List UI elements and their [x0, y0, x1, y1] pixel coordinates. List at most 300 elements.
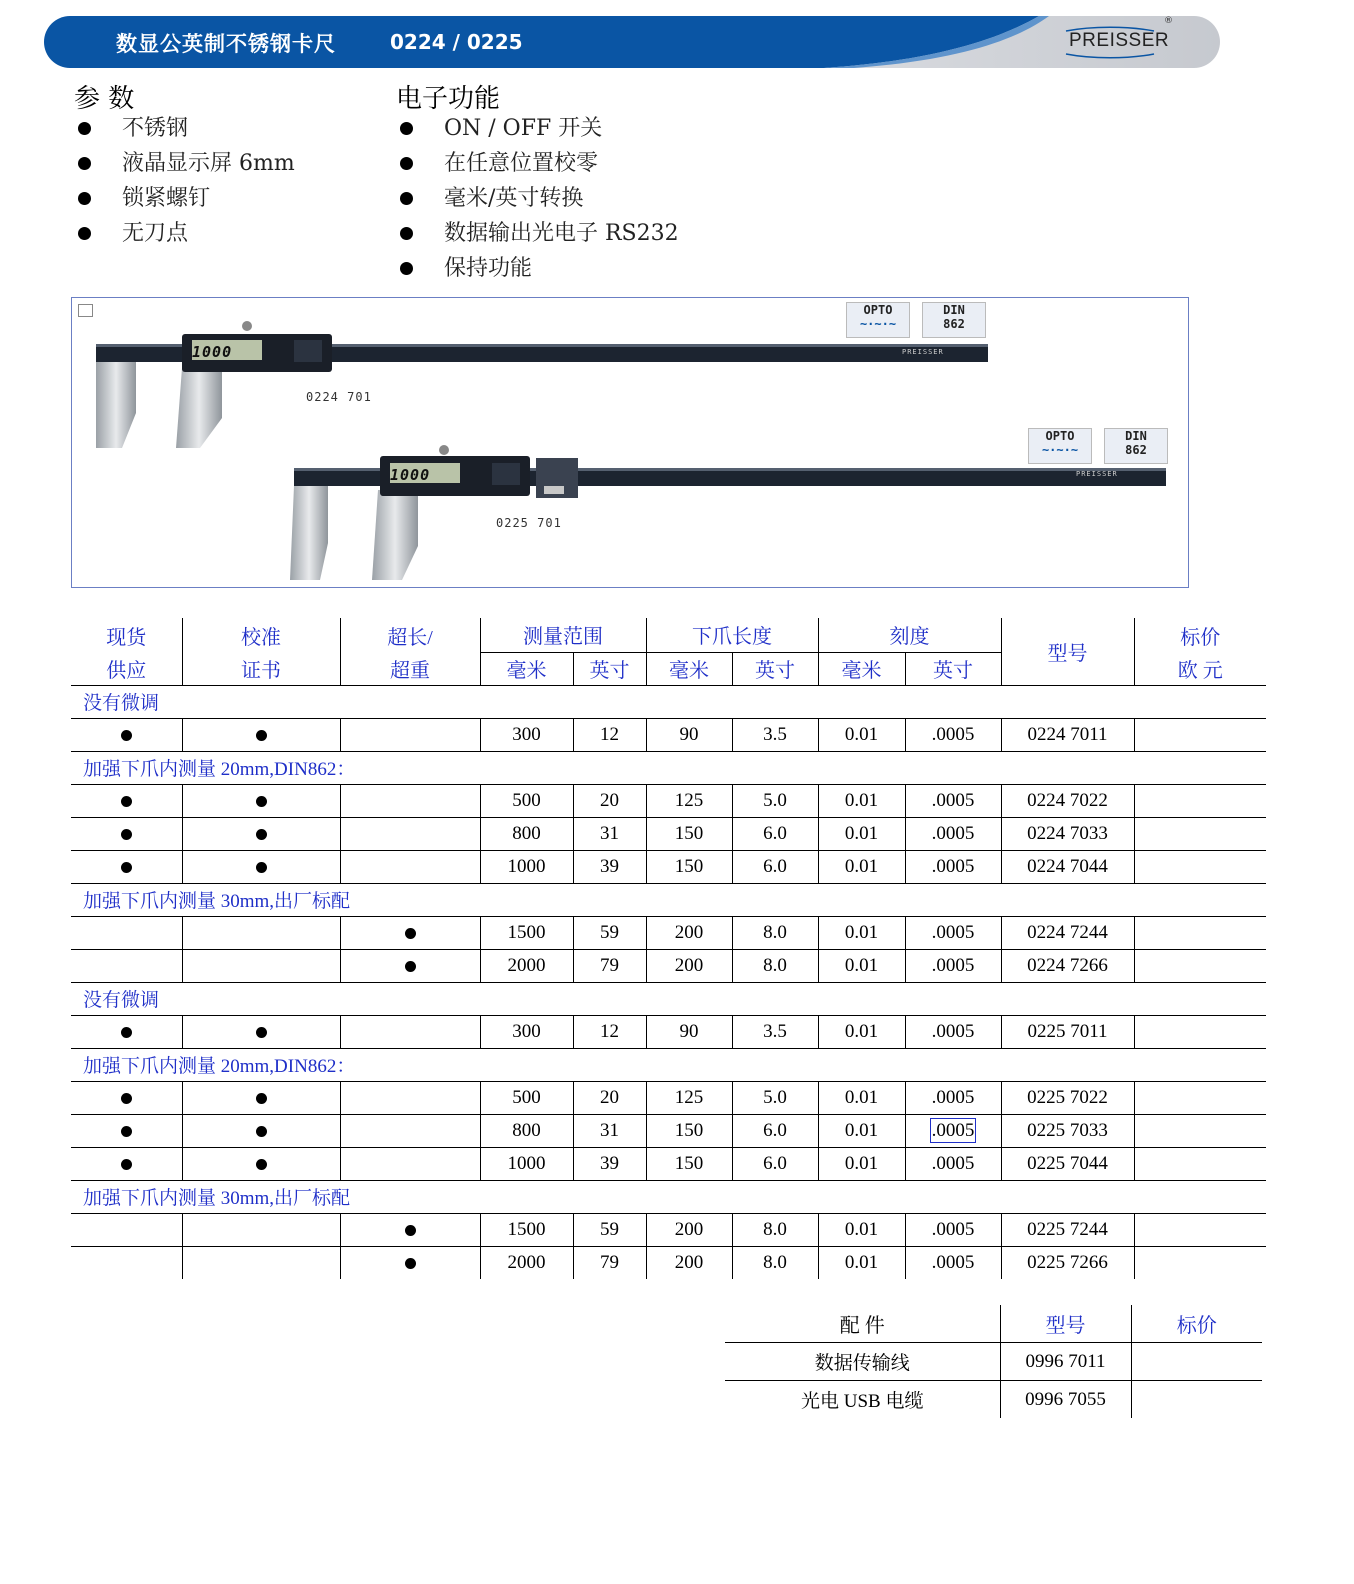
- params-list: [74, 111, 374, 251]
- cell-jaw-in: [732, 1147, 818, 1180]
- accessories-table: [725, 1305, 1262, 1418]
- cell-model: [1001, 784, 1134, 817]
- bullet-icon: [405, 928, 416, 939]
- cell-calib: [182, 784, 340, 817]
- cell-res-in: [905, 916, 1001, 949]
- cell-calib: [182, 850, 340, 883]
- cell-price: [1134, 817, 1266, 850]
- cell-value: 8.0: [763, 954, 787, 976]
- cell-res-in: [905, 1147, 1001, 1180]
- cell-jaw-in: [732, 949, 818, 982]
- cell-calib: [182, 1015, 340, 1048]
- bullet-icon: [400, 262, 413, 275]
- cell-value: 39: [600, 855, 619, 877]
- cell-range-in: [573, 949, 646, 982]
- bullet-icon: [405, 1258, 416, 1269]
- table-body: [71, 685, 1266, 1279]
- cell-value: 0.01: [844, 723, 879, 745]
- page-title: 数显公英制不锈钢卡尺: [116, 32, 336, 56]
- cell-value: 0.01: [844, 954, 879, 976]
- cell-value: 79: [600, 954, 619, 976]
- cell-value: 150: [674, 855, 704, 877]
- cell-jaw-mm: [646, 784, 732, 817]
- cell-value: 90: [679, 723, 699, 745]
- electronic-heading: 电子功能: [396, 84, 501, 114]
- bullet-icon: [78, 122, 91, 135]
- table-row: [71, 1114, 1266, 1147]
- cell-stock: [71, 850, 182, 883]
- cell-jaw-in: [732, 850, 818, 883]
- cell-range-mm: [480, 718, 573, 751]
- list-item: 在任意位置校零: [396, 146, 816, 181]
- acc-name: 光电 USB 电缆: [801, 1391, 924, 1412]
- cell-value: 6.0: [763, 1152, 787, 1174]
- cell-value: 12: [600, 1020, 619, 1042]
- cell-oversize: [340, 817, 480, 850]
- cell-res-mm: [818, 1015, 905, 1048]
- table-row: [71, 949, 1266, 982]
- cell-calib: [182, 1213, 340, 1246]
- cell-range-mm: [480, 784, 573, 817]
- cell-calib: [182, 949, 340, 982]
- bullet-icon: [400, 122, 413, 135]
- col-jaw: 下爪长度: [646, 618, 818, 652]
- cell-price: [1134, 718, 1266, 751]
- col-model: 型号: [1001, 618, 1134, 685]
- cell-res-mm: [818, 1114, 905, 1147]
- bullet-icon: [400, 157, 413, 170]
- cell-jaw-mm: [646, 949, 732, 982]
- table-row: [71, 817, 1266, 850]
- cell-value: .0005: [931, 723, 975, 745]
- cell-value: .0005: [931, 1086, 975, 1108]
- cell-value: 0225 7033: [1027, 1119, 1108, 1141]
- caliper1-slide-jaw: [176, 368, 222, 448]
- cell-range-in: [573, 916, 646, 949]
- cell-res-in: [905, 1246, 1001, 1279]
- product-image: [71, 297, 1189, 588]
- list-item: 不锈钢: [74, 111, 374, 146]
- cell-value: .0005: [931, 1020, 975, 1042]
- section-header: [71, 883, 1266, 916]
- cell-stock: [71, 916, 182, 949]
- cell-value: 0.01: [844, 1086, 879, 1108]
- col-range: 测量范围: [480, 618, 646, 652]
- col-price: 标价: [1134, 618, 1266, 652]
- cell-value: 500: [512, 789, 541, 811]
- cell-model: [1001, 718, 1134, 751]
- cell-value: 0225 7011: [1027, 1020, 1108, 1042]
- section-title: 加强下爪内测量 20mm,DIN862：: [71, 1048, 1266, 1081]
- list-item: 液晶显示屏 6mm: [74, 146, 374, 181]
- cell-value: 300: [512, 1020, 541, 1042]
- cell-value: 31: [600, 822, 619, 844]
- bullet-icon: [400, 192, 413, 205]
- cell-price: [1134, 1213, 1266, 1246]
- bullet-icon: [78, 157, 91, 170]
- cell-value: 0224 7011: [1027, 723, 1108, 745]
- cell-value: 0.01: [844, 921, 879, 943]
- cell-model: [1001, 916, 1134, 949]
- cell-value: 8.0: [763, 921, 787, 943]
- cell-value: 0224 7033: [1027, 822, 1108, 844]
- cell-jaw-in: [732, 1114, 818, 1147]
- cell-price: [1134, 1147, 1266, 1180]
- cell-value: 0.01: [844, 1251, 879, 1273]
- cell-range-mm: [480, 949, 573, 982]
- cell-value: 31: [600, 1119, 619, 1141]
- cell-value: 800: [512, 822, 541, 844]
- brand-logo: PREISSER: [1069, 30, 1170, 51]
- cell-calib: [182, 1147, 340, 1180]
- cell-value: 0.01: [844, 1020, 879, 1042]
- opto-badge: OPTO ~·~·~: [846, 302, 910, 338]
- cell-range-mm: [480, 850, 573, 883]
- cell-range-in: [573, 850, 646, 883]
- cell-res-in: [905, 1015, 1001, 1048]
- cell-calib: [182, 1114, 340, 1147]
- cell-value: 125: [674, 1086, 704, 1108]
- cell-range-in: [573, 718, 646, 751]
- cell-value: 0225 7044: [1027, 1152, 1108, 1174]
- cell-jaw-in: [732, 1246, 818, 1279]
- cell-res-mm: [818, 817, 905, 850]
- cell-jaw-mm: [646, 1081, 732, 1114]
- list-item: 数据输出光电子 RS232: [396, 216, 816, 251]
- cell-oversize: [340, 949, 480, 982]
- cell-oversize: [340, 1114, 480, 1147]
- cell-res-in: [905, 718, 1001, 751]
- cell-range-mm: [480, 1114, 573, 1147]
- cell-model: [1001, 817, 1134, 850]
- cell-calib: [182, 916, 340, 949]
- din-badge: DIN 862: [1104, 428, 1168, 464]
- cell-res-mm: [818, 949, 905, 982]
- bullet-icon: [121, 829, 132, 840]
- cell-model: [1001, 1081, 1134, 1114]
- cell-value: 8.0: [763, 1218, 787, 1240]
- cell-stock: [71, 1213, 182, 1246]
- cell-value: 90: [679, 1020, 699, 1042]
- cell-value: .0005: [931, 1218, 975, 1240]
- cell-jaw-in: [732, 1081, 818, 1114]
- cell-value: 79: [600, 1251, 619, 1273]
- cell-model: [1001, 1147, 1134, 1180]
- cell-value: 2000: [507, 1251, 546, 1273]
- cell-value: 0225 7244: [1027, 1218, 1108, 1240]
- cell-res-mm: [818, 1246, 905, 1279]
- bullet-icon: [256, 829, 267, 840]
- lcd-reading: 1000: [390, 466, 431, 484]
- cell-value: .0005: [931, 855, 975, 877]
- acc-model: 0996 7011: [1000, 1343, 1131, 1381]
- acc-col-model: 型号: [1000, 1305, 1131, 1343]
- opto-badge: OPTO ~·~·~: [1028, 428, 1092, 464]
- cell-jaw-mm: [646, 1015, 732, 1048]
- bullet-icon: [256, 1027, 267, 1038]
- bullet-icon: [256, 1159, 267, 1170]
- section-title: 加强下爪内测量 30mm,出厂标配: [71, 1180, 1266, 1213]
- cell-value: 800: [512, 1119, 541, 1141]
- cell-value: .0005: [931, 1152, 975, 1174]
- table-row: [71, 850, 1266, 883]
- cell-value: 0225 7022: [1027, 1086, 1108, 1108]
- cell-jaw-mm: [646, 1147, 732, 1180]
- cell-value: 200: [674, 921, 704, 943]
- bullet-icon: [121, 862, 132, 873]
- list-item: ON / OFF 开关: [396, 111, 816, 146]
- cell-range-mm: [480, 1147, 573, 1180]
- cell-range-in: [573, 1213, 646, 1246]
- cell-value: 0.01: [844, 789, 879, 811]
- cell-calib: [182, 1081, 340, 1114]
- cell-value: 0224 7044: [1027, 855, 1108, 877]
- acc-col-name: 配 件: [725, 1305, 1000, 1343]
- logo-swoosh-icon: [1062, 24, 1158, 60]
- cell-value: .0005: [931, 822, 975, 844]
- cell-stock: [71, 784, 182, 817]
- cell-model: [1001, 1246, 1134, 1279]
- cell-value: 6.0: [763, 855, 787, 877]
- cell-range-mm: [480, 916, 573, 949]
- cell-stock: [71, 1246, 182, 1279]
- cell-value: 0225 7266: [1027, 1251, 1108, 1273]
- bullet-icon: [121, 1093, 132, 1104]
- cell-value: 20: [600, 789, 619, 811]
- opto-wave-icon: ~·~·~: [1041, 443, 1079, 457]
- cell-value: 2000: [507, 954, 546, 976]
- cell-res-mm: [818, 784, 905, 817]
- cell-value: 20: [600, 1086, 619, 1108]
- cell-value: 1000: [507, 855, 546, 877]
- cell-oversize: [340, 1081, 480, 1114]
- lcd-reading: 1000: [192, 343, 233, 361]
- cell-value: 12: [600, 723, 619, 745]
- section-title: 没有微调: [71, 982, 1266, 1015]
- cell-range-in: [573, 817, 646, 850]
- cell-res-in: [905, 1081, 1001, 1114]
- cell-calib: [182, 718, 340, 751]
- cell-value: 125: [674, 789, 704, 811]
- cell-value: 200: [674, 1218, 704, 1240]
- bullet-icon: [405, 961, 416, 972]
- caption-0225: 0225 701: [496, 516, 562, 530]
- cell-price: [1134, 850, 1266, 883]
- cell-value: 6.0: [763, 1119, 787, 1141]
- list-item: 无刀点: [74, 216, 374, 251]
- cell-value: 0224 7244: [1027, 921, 1108, 943]
- list-item: 保持功能: [396, 251, 816, 286]
- cell-value: .0005: [931, 789, 975, 811]
- cell-res-mm: [818, 1213, 905, 1246]
- cell-model: [1001, 1213, 1134, 1246]
- cell-stock: [71, 1147, 182, 1180]
- cell-value: 300: [512, 723, 541, 745]
- cell-range-in: [573, 784, 646, 817]
- cell-value: .0005: [931, 1119, 975, 1141]
- cell-oversize: [340, 1147, 480, 1180]
- table-row: [71, 1147, 1266, 1180]
- cell-price: [1134, 1114, 1266, 1147]
- cell-range-mm: [480, 1246, 573, 1279]
- cell-value: 150: [674, 1119, 704, 1141]
- cell-value: 150: [674, 822, 704, 844]
- cell-jaw-in: [732, 817, 818, 850]
- cell-res-mm: [818, 916, 905, 949]
- section-header: [71, 982, 1266, 1015]
- cell-jaw-mm: [646, 850, 732, 883]
- cell-value: 59: [600, 921, 619, 943]
- cell-range-in: [573, 1081, 646, 1114]
- bullet-icon: [256, 1093, 267, 1104]
- params-heading: 参 数: [74, 84, 135, 114]
- registered-mark: ®: [1164, 16, 1173, 26]
- cell-oversize: [340, 718, 480, 751]
- cell-value: 8.0: [763, 1251, 787, 1273]
- col-stock: 现货: [106, 626, 147, 649]
- table-row: [725, 1343, 1262, 1381]
- acc-price: [1131, 1343, 1262, 1381]
- cell-value: 0.01: [844, 822, 879, 844]
- bullet-icon: [121, 730, 132, 741]
- cell-oversize: [340, 1246, 480, 1279]
- cell-price: [1134, 1246, 1266, 1279]
- cell-value: 5.0: [763, 1086, 787, 1108]
- col-oversize: 超长/: [340, 618, 480, 652]
- cell-value: 5.0: [763, 789, 787, 811]
- cell-res-mm: [818, 850, 905, 883]
- bullet-icon: [400, 227, 413, 240]
- caliper1-fixed-jaw: [96, 362, 136, 448]
- list-item: 锁紧螺钉: [74, 181, 374, 216]
- cell-res-in: [905, 784, 1001, 817]
- cell-value: .0005: [931, 1251, 975, 1273]
- cell-price: [1134, 916, 1266, 949]
- table-row: [71, 784, 1266, 817]
- cell-jaw-in: [732, 916, 818, 949]
- cell-model: [1001, 949, 1134, 982]
- cell-value: 1000: [507, 1152, 546, 1174]
- table-row: [71, 718, 1266, 751]
- cell-range-mm: [480, 1081, 573, 1114]
- bullet-icon: [121, 1126, 132, 1137]
- bullet-icon: [256, 730, 267, 741]
- cell-jaw-in: [732, 718, 818, 751]
- cell-res-mm: [818, 718, 905, 751]
- section-title: 没有微调: [71, 685, 1266, 718]
- caliper-illustration: [72, 298, 1190, 589]
- cell-value: 0.01: [844, 1152, 879, 1174]
- cell-jaw-mm: [646, 916, 732, 949]
- cell-oversize: [340, 784, 480, 817]
- cell-price: [1134, 1081, 1266, 1114]
- cell-calib: [182, 817, 340, 850]
- cell-value: 0224 7266: [1027, 954, 1108, 976]
- cell-stock: [71, 1114, 182, 1147]
- cell-price: [1134, 949, 1266, 982]
- cell-jaw-mm: [646, 718, 732, 751]
- cell-value: .0005: [931, 954, 975, 976]
- cell-stock: [71, 1015, 182, 1048]
- cell-jaw-mm: [646, 1246, 732, 1279]
- cell-res-in: [905, 817, 1001, 850]
- cell-oversize: [340, 916, 480, 949]
- section-header: [71, 1180, 1266, 1213]
- product-table: [71, 618, 1266, 1279]
- cell-jaw-mm: [646, 1114, 732, 1147]
- cell-value: 0.01: [844, 1218, 879, 1240]
- table-row: [71, 1015, 1266, 1048]
- electronic-list: [396, 111, 816, 286]
- bullet-icon: [121, 1027, 132, 1038]
- cell-value: 500: [512, 1086, 541, 1108]
- bullet-icon: [256, 1126, 267, 1137]
- cell-res-in: [905, 850, 1001, 883]
- cell-jaw-in: [732, 784, 818, 817]
- bullet-icon: [78, 192, 91, 205]
- cell-range-in: [573, 1246, 646, 1279]
- caliper2-fixed-jaw: [290, 486, 328, 580]
- table-row: [71, 916, 1266, 949]
- opto-wave-icon: ~·~·~: [859, 317, 897, 331]
- cell-value: 59: [600, 1218, 619, 1240]
- col-calib: 校准: [182, 618, 340, 652]
- cell-oversize: [340, 850, 480, 883]
- cell-value: 1500: [507, 921, 546, 943]
- cell-range-in: [573, 1147, 646, 1180]
- cell-model: [1001, 1015, 1134, 1048]
- cell-range-in: [573, 1114, 646, 1147]
- cell-res-mm: [818, 1081, 905, 1114]
- cell-jaw-mm: [646, 817, 732, 850]
- cell-res-in: [905, 1114, 1001, 1147]
- cell-stock: [71, 1081, 182, 1114]
- cell-value: 3.5: [763, 1020, 787, 1042]
- bullet-icon: [256, 796, 267, 807]
- cell-calib: [182, 1246, 340, 1279]
- cell-value: 200: [674, 1251, 704, 1273]
- cell-jaw-in: [732, 1015, 818, 1048]
- acc-name: 数据传输线: [725, 1343, 1000, 1381]
- list-item: 毫米/英寸转换: [396, 181, 816, 216]
- bullet-icon: [78, 227, 91, 240]
- table-row: [71, 1213, 1266, 1246]
- cell-range-mm: [480, 1213, 573, 1246]
- cell-price: [1134, 784, 1266, 817]
- cell-stock: [71, 718, 182, 751]
- cell-value: 39: [600, 1152, 619, 1174]
- cell-res-in: [905, 949, 1001, 982]
- cell-value: 1500: [507, 1218, 546, 1240]
- cell-oversize: [340, 1213, 480, 1246]
- cell-value: 0.01: [844, 855, 879, 877]
- cell-value: 6.0: [763, 822, 787, 844]
- cell-value: 0.01: [844, 1119, 879, 1141]
- cell-value: 0224 7022: [1027, 789, 1108, 811]
- header-banner: [44, 16, 1224, 68]
- cell-model: [1001, 1114, 1134, 1147]
- din-badge: DIN 862: [922, 302, 986, 338]
- cell-range-in: [573, 1015, 646, 1048]
- cell-res-mm: [818, 1147, 905, 1180]
- section-header: [71, 685, 1266, 718]
- table-row: [71, 1246, 1266, 1279]
- beam-brand: PREISSER: [902, 348, 944, 356]
- cell-value: 200: [674, 954, 704, 976]
- section-title: 加强下爪内测量 20mm,DIN862：: [71, 751, 1266, 784]
- table-row: [71, 1081, 1266, 1114]
- bullet-icon: [256, 862, 267, 873]
